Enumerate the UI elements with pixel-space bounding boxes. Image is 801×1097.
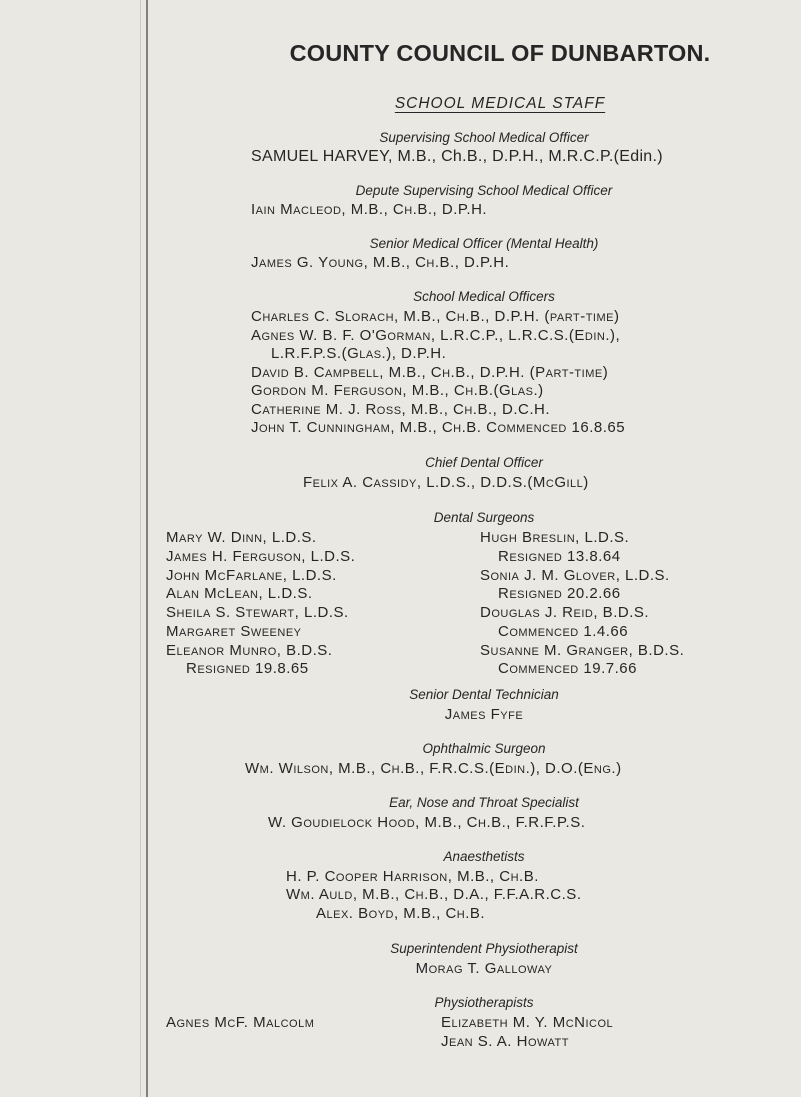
dental-technician-name: James Fyfe xyxy=(444,706,524,723)
physiotherapist-right: Jean S. A. Howatt xyxy=(441,1033,569,1050)
dental-technician-role: Senior Dental Technician xyxy=(409,687,559,702)
dental-surgeon-right: Douglas J. Reid, B.D.S. xyxy=(480,604,650,621)
dental-surgeon-left: John McFarlane, L.D.S. xyxy=(166,567,337,584)
school-officer-name: David B. Campbell, M.B., Ch.B., D.P.H. (Part-time) xyxy=(251,364,609,381)
school-officer-name: Agnes W. B. F. O'Gorman, L.R.C.P., L.R.C.S.(Edin.), xyxy=(251,327,621,344)
document-subtitle: SCHOOL MEDICAL STAFF xyxy=(394,95,606,112)
anaesthetist-name: Alex. Boyd, M.B., Ch.B. xyxy=(316,905,486,922)
dental-surgeon-right: Sonia J. M. Glover, L.D.S. xyxy=(480,567,670,584)
school-officer-name: Gordon M. Ferguson, M.B., Ch.B.(Glas.) xyxy=(251,382,544,399)
supervising-role: Supervising School Medical Officer xyxy=(379,130,589,145)
dental-surgeon-left: Mary W. Dinn, L.D.S. xyxy=(166,529,317,546)
dental-surgeon-right-note: Commenced 19.7.66 xyxy=(498,660,637,677)
ent-role: Ear, Nose and Throat Specialist xyxy=(389,795,579,810)
dental-surgeon-right-note: Resigned 13.8.64 xyxy=(498,548,621,565)
dental-surgeon-right-note: Commenced 1.4.66 xyxy=(498,623,629,640)
anaesthetists-role: Anaesthetists xyxy=(443,849,525,864)
dental-surgeon-right-note: Resigned 20.2.66 xyxy=(498,585,621,602)
chief-dental-name: Felix A. Cassidy, L.D.S., D.D.S.(McGill) xyxy=(303,474,589,491)
senior-mental-name: James G. Young, M.B., Ch.B., D.P.H. xyxy=(251,254,510,271)
anaesthetist-name: Wm. Auld, M.B., Ch.B., D.A., F.F.A.R.C.S. xyxy=(286,886,582,903)
supt-physio-role: Superintendent Physiotherapist xyxy=(390,941,578,956)
physiotherapist-right: Elizabeth M. Y. McNicol xyxy=(441,1014,614,1031)
school-officer-name: Charles C. Slorach, M.B., Ch.B., D.P.H. (part-time) xyxy=(251,308,620,325)
depute-role: Depute Supervising School Medical Officer xyxy=(355,183,613,198)
school-officer-name: Catherine M. J. Ross, M.B., Ch.B., D.C.H. xyxy=(251,401,550,418)
supervising-name: SAMUEL HARVEY, M.B., Ch.B., D.P.H., M.R.C.P.(Edin.) xyxy=(251,148,663,165)
anaesthetist-name: H. P. Cooper Harrison, M.B., Ch.B. xyxy=(286,868,539,885)
school-officer-name: John T. Cunningham, M.B., Ch.B. Commenced 16.8.65 xyxy=(251,419,626,436)
page-edge-shadow xyxy=(140,0,141,1097)
physiotherapist-left: Agnes McF. Malcolm xyxy=(166,1014,315,1031)
dental-surgeon-left: Margaret Sweeney xyxy=(166,623,302,640)
chief-dental-role: Chief Dental Officer xyxy=(425,455,543,470)
dental-surgeon-left: Eleanor Munro, B.D.S. xyxy=(166,642,333,659)
depute-name: Iain Macleod, M.B., Ch.B., D.P.H. xyxy=(251,201,488,218)
page-binding-edge xyxy=(146,0,148,1097)
ent-name: W. Goudielock Hood, M.B., Ch.B., F.R.F.P.S. xyxy=(268,814,586,831)
dental-surgeon-left: James H. Ferguson, L.D.S. xyxy=(166,548,356,565)
school-officers-role: School Medical Officers xyxy=(413,289,555,304)
document-title: COUNTY COUNCIL OF DUNBARTON. xyxy=(289,40,711,66)
school-officer-name-continued: L.R.F.P.S.(Glas.), D.P.H. xyxy=(271,345,447,362)
dental-surgeon-left: Sheila S. Stewart, L.D.S. xyxy=(166,604,349,621)
dental-surgeons-role: Dental Surgeons xyxy=(433,510,535,525)
ophthalmic-role: Ophthalmic Surgeon xyxy=(422,741,546,756)
senior-mental-role: Senior Medical Officer (Mental Health) xyxy=(369,236,599,251)
dental-surgeon-left: Alan McLean, L.D.S. xyxy=(166,585,313,602)
ophthalmic-name: Wm. Wilson, M.B., Ch.B., F.R.C.S.(Edin.), D.O.(Eng.) xyxy=(245,760,622,777)
dental-surgeon-right: Susanne M. Granger, B.D.S. xyxy=(480,642,685,659)
dental-surgeon-right: Hugh Breslin, L.D.S. xyxy=(480,529,630,546)
physiotherapists-role: Physiotherapists xyxy=(434,995,534,1010)
dental-surgeon-left-note: Resigned 19.8.65 xyxy=(186,660,309,677)
supt-physio-name: Morag T. Galloway xyxy=(415,960,553,977)
